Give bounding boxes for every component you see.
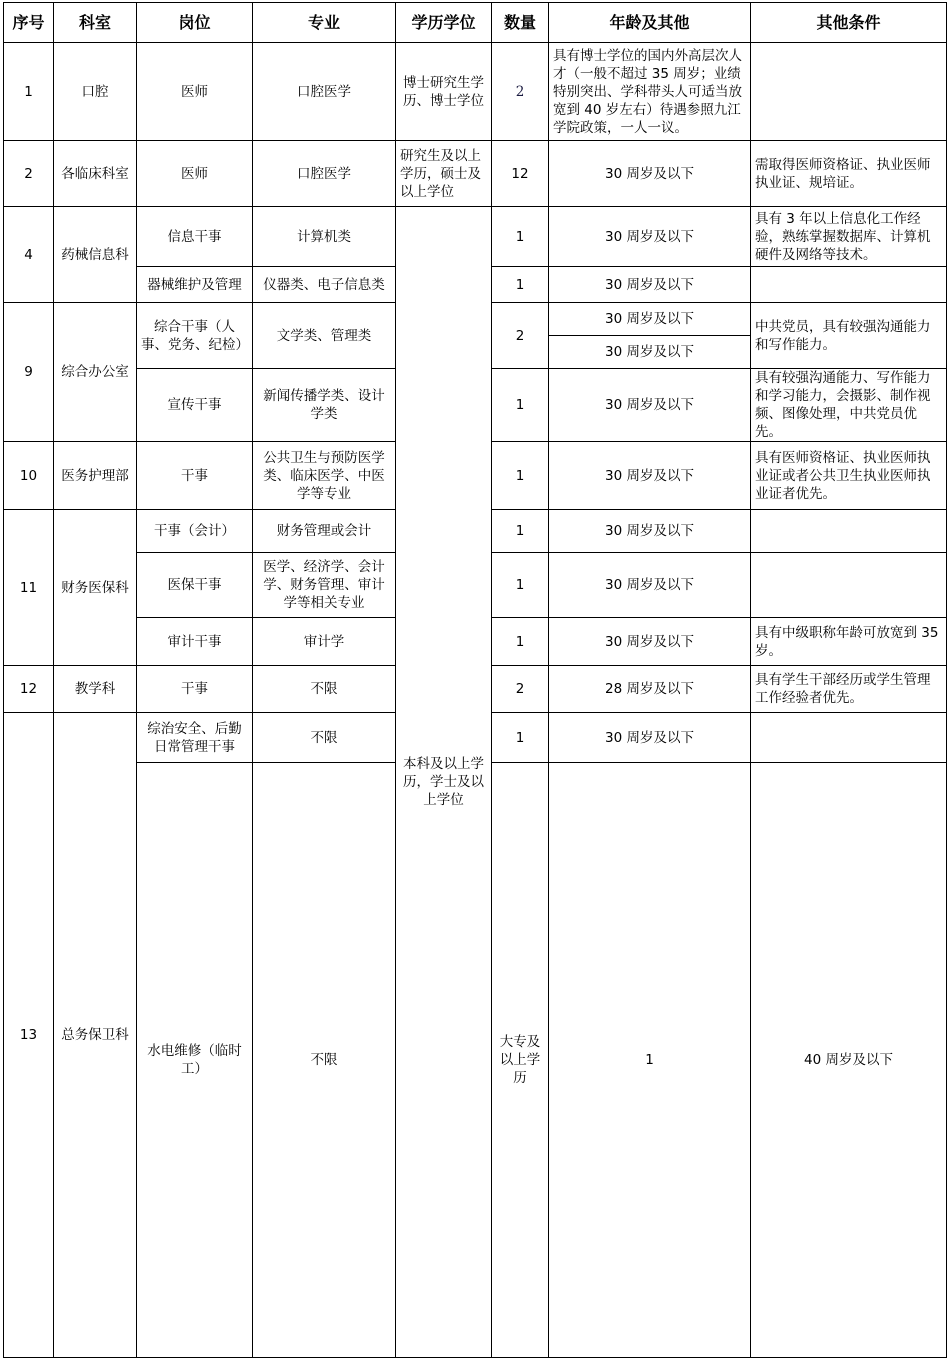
post-cell: 干事 — [137, 442, 253, 510]
header-count: 数量 — [492, 3, 549, 43]
post-cell: 医师 — [137, 141, 253, 207]
seq-cell: 9 — [4, 303, 54, 442]
count-cell: 1 — [492, 618, 549, 666]
edu-cell: 研究生及以上学历，硕士及以上学位 — [396, 141, 492, 207]
age-cell: 具有博士学位的国内外高层次人才（一般不超过 35 周岁；业绩特别突出、学科带头人可适当放宽到 40 岁左右）待遇参照九江学院政策，一人一议。 — [549, 43, 751, 141]
count-cell: 1 — [492, 510, 549, 553]
header-row — [4, 3, 947, 43]
dept-cell: 各临床科室 — [54, 141, 137, 207]
post-cell: 综治安全、后勤日常管理干事 — [137, 713, 253, 763]
count-cell: 1 — [492, 267, 549, 303]
header-dept: 科室 — [54, 3, 137, 43]
major-cell: 公共卫生与预防医学类、临床医学、中医学等专业 — [253, 442, 396, 510]
table-row — [4, 43, 947, 141]
seq-cell: 1 — [4, 43, 54, 141]
header-seq: 序号 — [4, 3, 54, 43]
age-cell: 30 周岁及以下 — [549, 369, 751, 442]
header-other: 其他条件 — [751, 3, 947, 43]
major-cell: 不限 — [253, 713, 396, 763]
post-cell: 干事（会计） — [137, 510, 253, 553]
count-cell: 1 — [549, 763, 751, 1358]
age-cell: 30 周岁及以下 — [549, 510, 751, 553]
major-cell: 计算机类 — [253, 207, 396, 267]
seq-cell: 11 — [4, 510, 54, 666]
count-cell: 2 — [492, 43, 549, 141]
seq-cell: 12 — [4, 666, 54, 713]
major-cell: 仪器类、电子信息类 — [253, 267, 396, 303]
age-cell: 30 周岁及以下 — [549, 207, 751, 267]
count-cell: 1 — [492, 442, 549, 510]
other-cell — [751, 713, 947, 763]
edu-cell: 博士研究生学历、博士学位 — [396, 43, 492, 141]
count-cell: 2 — [492, 303, 549, 369]
table-row — [4, 207, 947, 267]
post-cell: 医保干事 — [137, 553, 253, 618]
seq-cell: 10 — [4, 442, 54, 510]
edu-cell: 大专及以上学历 — [492, 763, 549, 1358]
other-cell: 具有医师资格证、执业医师执业证或者公共卫生执业医师执业证者优先。 — [751, 442, 947, 510]
other-cell: 具有学生干部经历或学生管理工作经验者优先。 — [751, 666, 947, 713]
post-cell: 信息干事 — [137, 207, 253, 267]
dept-cell: 综合办公室 — [54, 303, 137, 442]
dept-cell: 教学科 — [54, 666, 137, 713]
post-cell: 器械维护及管理 — [137, 267, 253, 303]
header-age: 年龄及其他 — [549, 3, 751, 43]
other-cell: 具有较强沟通能力、写作能力和学习能力，会摄影、制作视频、图像处理，中共党员优先。 — [751, 369, 947, 442]
major-cell: 医学、经济学、会计学、财务管理、审计学等相关专业 — [253, 553, 396, 618]
major-cell: 不限 — [253, 763, 396, 1358]
major-cell: 审计学 — [253, 618, 396, 666]
major-cell: 不限 — [253, 666, 396, 713]
post-cell: 干事 — [137, 666, 253, 713]
dept-cell: 口腔 — [54, 43, 137, 141]
count-cell: 1 — [492, 713, 549, 763]
header-post: 岗位 — [137, 3, 253, 43]
age-cell: 30 周岁及以下 — [549, 267, 751, 303]
dept-cell: 总务保卫科 — [54, 713, 137, 1358]
dept-cell: 财务医保科 — [54, 510, 137, 666]
age-cell: 30 周岁及以下 — [549, 442, 751, 510]
other-cell — [751, 510, 947, 553]
age-cell: 28 周岁及以下 — [549, 666, 751, 713]
table-row — [4, 141, 947, 207]
post-cell: 水电维修（临时工） — [137, 763, 253, 1358]
count-cell: 1 — [492, 553, 549, 618]
other-cell: 具有中级职称年龄可放宽到 35 岁。 — [751, 618, 947, 666]
age-cell: 30 周岁及以下 — [549, 553, 751, 618]
seq-cell: 4 — [4, 207, 54, 303]
dept-cell: 医务护理部 — [54, 442, 137, 510]
age-cell: 30 周岁及以下 — [549, 713, 751, 763]
post-cell: 宣传干事 — [137, 369, 253, 442]
header-edu: 学历学位 — [396, 3, 492, 43]
other-cell: 需取得医师资格证、执业医师执业证、规培证。 — [751, 141, 947, 207]
major-cell: 财务管理或会计 — [253, 510, 396, 553]
seq-cell: 13 — [4, 713, 54, 1358]
post-cell: 综合干事（人事、党务、纪检） — [137, 303, 253, 369]
age-cell: 30 周岁及以下 — [549, 141, 751, 207]
major-cell: 口腔医学 — [253, 141, 396, 207]
seq-cell: 2 — [4, 141, 54, 207]
age-cell: 30 周岁及以下 — [549, 303, 751, 336]
dept-cell: 药械信息科 — [54, 207, 137, 303]
post-cell: 医师 — [137, 43, 253, 141]
recruitment-table — [3, 2, 947, 1358]
other-cell — [751, 43, 947, 141]
age-cell: 30 周岁及以下 — [549, 336, 751, 369]
count-cell: 1 — [492, 369, 549, 442]
other-cell — [751, 267, 947, 303]
major-cell: 文学类、管理类 — [253, 303, 396, 369]
age-cell: 30 周岁及以下 — [549, 618, 751, 666]
major-cell: 新闻传播学类、设计学类 — [253, 369, 396, 442]
count-cell: 1 — [492, 207, 549, 267]
count-cell: 12 — [492, 141, 549, 207]
post-cell: 审计干事 — [137, 618, 253, 666]
major-cell: 口腔医学 — [253, 43, 396, 141]
age-cell: 40 周岁及以下 — [751, 763, 947, 1358]
other-cell — [751, 553, 947, 618]
header-major: 专业 — [253, 3, 396, 43]
count-cell: 2 — [492, 666, 549, 713]
other-cell: 具有 3 年以上信息化工作经验，熟练掌握数据库、计算机硬件及网络等技术。 — [751, 207, 947, 267]
other-cell: 中共党员，具有较强沟通能力和写作能力。 — [751, 303, 947, 369]
edu-cell: 本科及以上学历，学士及以上学位 — [396, 207, 492, 1358]
